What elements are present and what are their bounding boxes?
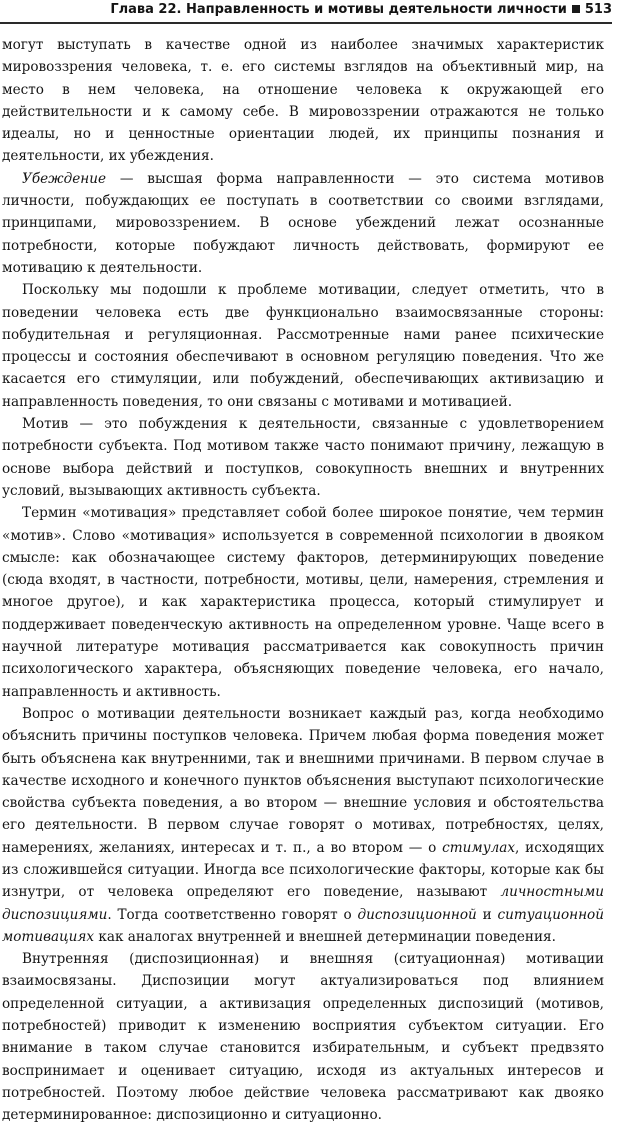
paragraph-text: . Тогда соответственно говорят о: [107, 906, 358, 923]
page-number: 513: [584, 2, 612, 17]
running-title: Глава 22. Направленность и мотивы деятельности личности: [110, 2, 567, 17]
emphasized-term: стимулах: [442, 839, 516, 856]
paragraph: [2, 502, 604, 703]
emphasized-term: личностными диспозициями: [2, 884, 604, 923]
paragraph-text: могут выступать в качестве одной из наиболее значимых характеристик мировоззрения человека, т. е. его системы взглядов на объективный мир, на место в нем человека, на отношение человека к окружающей его действительности и к самому себе. В мировоззрении отражаются не только идеалы, но и ценностные ориентации людей, их принципы познания и деятельности, их убеждения.: [2, 37, 604, 165]
emphasized-term: ситуационной мотивациях: [2, 906, 604, 945]
paragraph-text: как аналогах внутренней и внешней детерминации поведения.: [94, 928, 556, 945]
paragraph: [2, 413, 604, 502]
paragraph: [2, 703, 604, 948]
paragraph: [2, 168, 604, 279]
emphasized-term: диспозиционной: [357, 906, 477, 923]
separator-square-icon: [572, 5, 580, 13]
paragraph: [2, 948, 604, 1126]
paragraph-text: , исходящих из сложившейся ситуации. Иногда все психологические факторы, которые как бы изнутри, от человека определяют его поведение, называют: [2, 839, 604, 901]
paragraph-text: Поскольку мы подошли к проблеме мотивации, следует отметить, что в поведении человека есть две функционально взаимосвязанные стороны: побудительная и регуляционная. Рассмотренные нами ранее психические процессы и состояния обеспечивают в основном регуляцию поведения. Что же касается его стимуляции, или побуждений, обеспечивающих активизацию и направленность поведения, то они связаны с мотивами и мотивацией.: [2, 282, 604, 410]
paragraph-text: и: [476, 906, 498, 923]
paragraph-text: Термин «мотивация» представляет собой более широкое понятие, чем термин «мотив». Слово «мотивация» используется в современной психологии в двояком смысле: как обозначающее систему факторов, детерминирующих поведение (сюда входят, в частности, потребности, мотивы, цели, намерения, стремления и многое другое), и как характеристика процесса, который стимулирует и поддерживает поведенческую активность на определенном уровне. Чаще всего в научной литературе мотивация рассматривается как совокупность причин психологического характера, объясняющих поведение человека, его начало, направленность и активность.: [2, 505, 604, 700]
paragraph-text: Вопрос о мотивации деятельности возникает каждый раз, когда необходимо объяснить причины поступков человека. Причем любая форма поведения может быть объяснена как внутренними, так и внешними причинами. В первом случае в качестве исходного и конечного пунктов объяснения выступают психологические свойства субъекта поведения, а во втором — внешние условия и обстоятельства его деятельности. В первом случае говорят о мотивах, потребностях, целях, намерениях, желаниях, интересах и т. п., а во втором — о: [2, 705, 604, 856]
emphasized-term: Убеждение: [22, 170, 107, 187]
paragraph-text: Внутренняя (диспозиционная) и внешняя (ситуационная) мотивации взаимосвязаны. Диспозиции могут актуализироваться под влиянием определенной ситуации, а активизация определенных диспозиций (мотивов, потребностей) приводит к изменению восприятия субъектом ситуации. Его внимание в таком случае становится избирательным, и субъект предвзято воспринимает и оценивает ситуацию, исходя из актуальных интересов и потребностей. Поэтому любое действие человека рассматривают как двояко детерминированное: диспозиционно и ситуационно.: [2, 951, 604, 1124]
paragraph-text: — высшая форма направленности — это система мотивов личности, побуждающих ее поступать в соответствии со своими взглядами, принципами, мировоззрением. В основе убеждений лежат осознанные потребности, которые побуждают личность действовать, формируют ее мотивацию к деятельности.: [2, 170, 604, 276]
running-header: [0, 0, 612, 24]
body-text: [2, 34, 604, 1127]
paragraph: [2, 279, 604, 413]
paragraph: [2, 34, 604, 168]
paragraph-text: Мотив — это побуждения к деятельности, связанные с удовлетворением потребности субъекта. Под мотивом также часто понимают причину, лежащую в основе выбора действий и поступков, совокупность внешних и внутренних условий, вызывающих активность субъекта.: [2, 416, 604, 499]
